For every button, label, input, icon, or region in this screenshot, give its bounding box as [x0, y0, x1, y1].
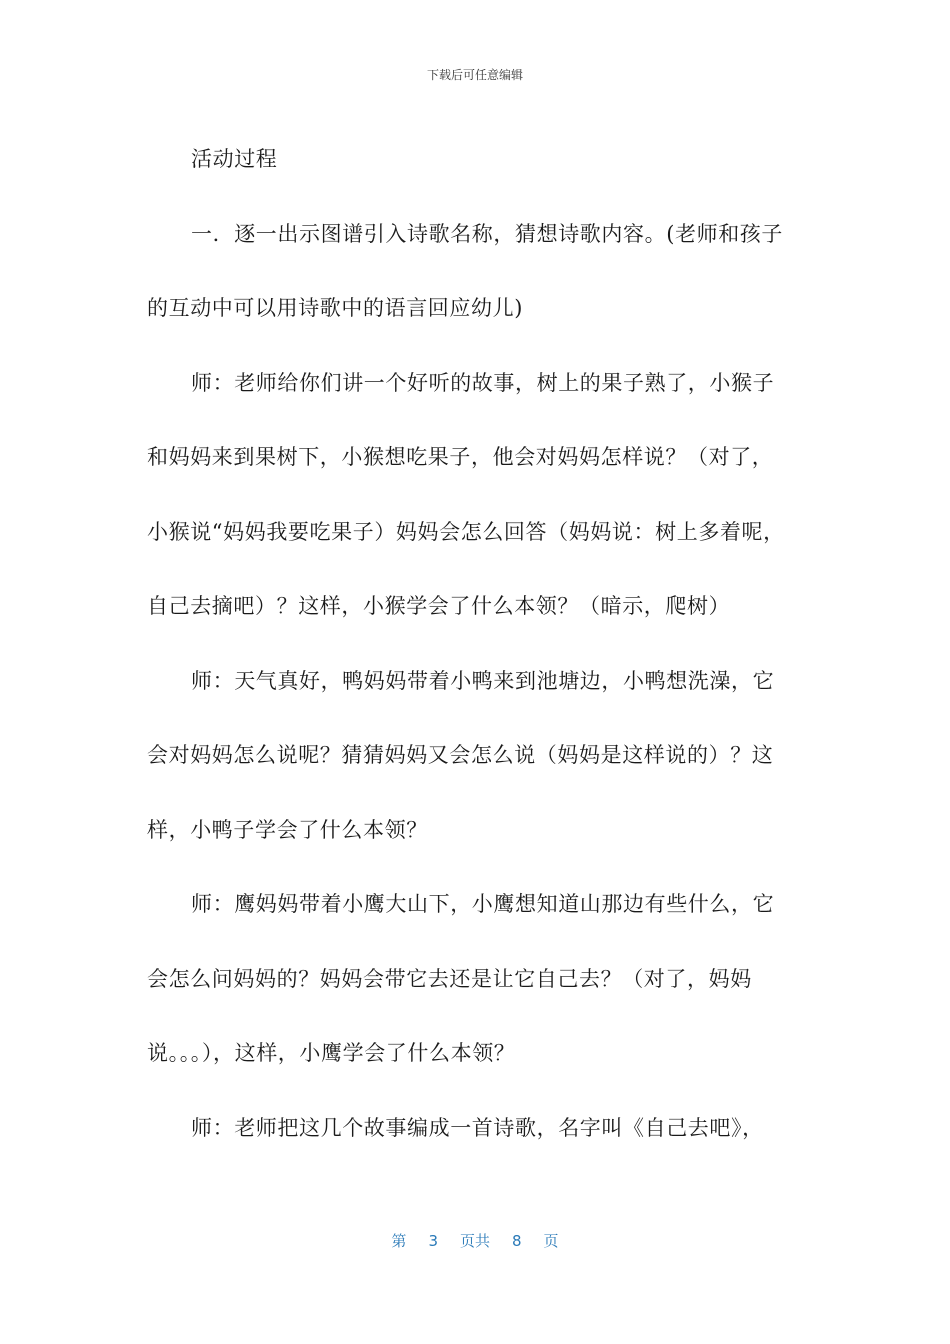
text-line: 师：鹰妈妈带着小鹰大山下，小鹰想知道山那边有些什么，它 [191, 892, 775, 916]
text-line: 的互动中可以用诗歌中的语言回应幼儿) [147, 296, 523, 320]
text-line: 会怎么问妈妈的？妈妈会带它去还是让它自己去？（对了，妈妈 [147, 966, 752, 991]
page-total: 8 [512, 1232, 522, 1250]
text-line: 活动过程 [191, 147, 278, 171]
page-prefix: 第 [391, 1232, 407, 1250]
text-line: 师：老师把这几个故事编成一首诗歌，名字叫《自己去吧》， [191, 1115, 764, 1140]
text-line: 和妈妈来到果树下，小猴想吃果子，他会对妈妈怎样说？（对了， [147, 445, 774, 469]
text-line: 会对妈妈怎么说呢？猜猜妈妈又会怎么说（妈妈是这样说的）？这 [147, 743, 774, 767]
text-line: 小猴说“妈妈我要吃果子）妈妈会怎么回答（妈妈说：树上多着呢， [147, 519, 785, 544]
text-line: 一．逐一出示图谱引入诗歌名称，猜想诗歌内容。(老师和孩子 [191, 221, 783, 246]
text-line: 师：天气真好，鸭妈妈带着小鸭来到池塘边，小鸭想洗澡，它 [191, 668, 775, 693]
text-line: 样，小鸭子学会了什么本领？ [147, 817, 428, 842]
body-text [147, 122, 807, 1165]
header-note: 下载后可任意编辑 [426, 68, 523, 82]
text-line: 自己去摘吧）？这样，小猴学会了什么本领？（暗示，爬树） [147, 594, 731, 618]
page-mid: 页共 [459, 1232, 490, 1250]
page-suffix: 页 [543, 1232, 559, 1250]
page-current: 3 [428, 1232, 438, 1250]
page-footer [0, 1230, 950, 1251]
text-line: 师：老师给你们讲一个好听的故事，树上的果子熟了，小猴子 [191, 370, 775, 395]
text-line: 说。。。），这样，小鹰学会了什么本领？ [147, 1041, 516, 1065]
